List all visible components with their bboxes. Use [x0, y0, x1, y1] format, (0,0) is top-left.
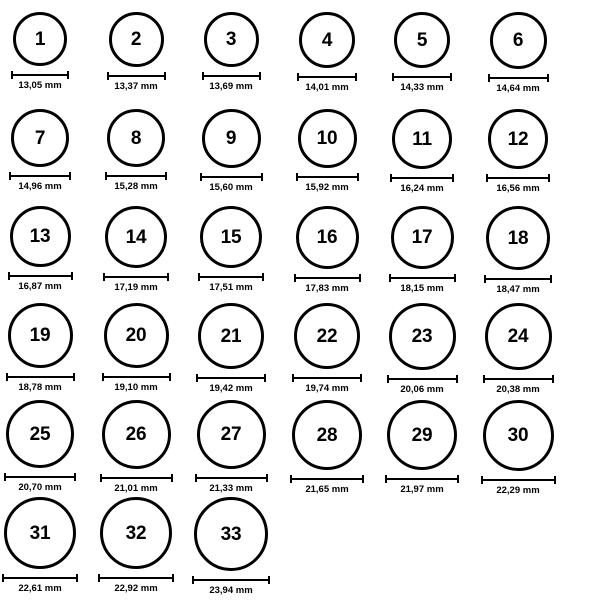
- ring-circle: [104, 303, 169, 368]
- ring-size-label: 29: [411, 424, 433, 446]
- measure-cap-left: [292, 374, 294, 382]
- ring-circle: [200, 206, 262, 268]
- ring-diameter-label: 16,56 mm: [496, 183, 540, 194]
- ring-diameter-label: 16,87 mm: [18, 281, 62, 292]
- ring-size-label: 5: [416, 29, 428, 51]
- measure-cap-left: [103, 273, 105, 281]
- measure-line: [486, 177, 550, 179]
- measure-cap-right: [171, 474, 173, 482]
- ring-size-item: [93, 303, 179, 393]
- diameter-measure-bar: [488, 74, 549, 81]
- measure-cap-left: [100, 474, 102, 482]
- measure-line: [200, 176, 263, 178]
- measure-cap-left: [198, 273, 200, 281]
- ring-circle: [11, 109, 69, 167]
- ring-size-label: 4: [321, 29, 333, 51]
- diameter-measure-bar: [100, 474, 173, 481]
- measure-cap-left: [385, 475, 387, 483]
- diameter-measure-bar: [192, 576, 270, 583]
- measure-cap-left: [107, 72, 109, 80]
- measure-line: [11, 74, 69, 76]
- ring-size-item: [188, 12, 274, 92]
- diameter-measure-bar: [103, 273, 169, 280]
- ring-size-label: 30: [507, 425, 529, 446]
- diameter-measure-bar: [486, 174, 550, 181]
- measure-line: [202, 75, 261, 77]
- measure-cap-left: [387, 375, 389, 383]
- ring-size-item: [93, 206, 179, 293]
- diameter-measure-bar: [198, 273, 264, 280]
- ring-diameter-label: 15,28 mm: [114, 181, 158, 192]
- measure-line: [389, 277, 456, 279]
- measure-cap-left: [296, 173, 298, 181]
- ring-diameter-label: 19,42 mm: [209, 383, 253, 394]
- ring-circle: [6, 400, 74, 468]
- ring-size-label: 11: [412, 128, 432, 150]
- ring-size-label: 22: [316, 325, 338, 347]
- measure-cap-left: [297, 73, 299, 81]
- ring-circle: [394, 12, 450, 68]
- ring-circle: [392, 109, 452, 169]
- measure-line: [2, 577, 78, 579]
- measure-line: [100, 477, 173, 479]
- ring-circle: [298, 109, 357, 168]
- measure-cap-left: [192, 576, 194, 584]
- measure-cap-right: [452, 174, 454, 182]
- diameter-measure-bar: [294, 274, 361, 281]
- measure-cap-left: [102, 373, 104, 381]
- measure-cap-left: [390, 174, 392, 182]
- ring-circle: [105, 206, 167, 268]
- ring-size-label: 8: [130, 127, 142, 149]
- measure-line: [6, 376, 75, 378]
- measure-cap-right: [259, 72, 261, 80]
- ring-circle: [483, 400, 554, 471]
- ring-diameter-label: 14,64 mm: [496, 83, 540, 94]
- measure-line: [484, 278, 552, 280]
- ring-size-label: 7: [34, 127, 46, 149]
- ring-size-label: 17: [411, 227, 433, 248]
- measure-cap-right: [164, 72, 166, 80]
- ring-size-item: [93, 400, 179, 494]
- ring-size-label: 23: [411, 326, 433, 347]
- diameter-measure-bar: [9, 172, 71, 179]
- diameter-measure-bar: [290, 475, 364, 482]
- diameter-measure-bar: [292, 374, 362, 381]
- ring-circle: [102, 400, 171, 469]
- measure-cap-left: [486, 174, 488, 182]
- ring-size-label: 21: [220, 325, 242, 347]
- diameter-measure-bar: [102, 373, 171, 380]
- ring-diameter-label: 18,15 mm: [400, 283, 444, 294]
- ring-diameter-label: 19,74 mm: [305, 383, 349, 394]
- ring-size-label: 33: [220, 523, 242, 545]
- ring-diameter-label: 15,92 mm: [305, 182, 349, 193]
- ring-diameter-label: 16,24 mm: [400, 183, 444, 194]
- measure-cap-right: [172, 574, 174, 582]
- diameter-measure-bar: [98, 574, 174, 581]
- ring-size-item: [93, 12, 179, 92]
- measure-cap-left: [11, 71, 13, 79]
- diameter-measure-bar: [296, 173, 359, 180]
- diameter-measure-bar: [11, 71, 69, 78]
- measure-cap-left: [294, 274, 296, 282]
- ring-size-item: [379, 303, 465, 395]
- ring-size-item: [0, 303, 83, 393]
- measure-line: [102, 376, 171, 378]
- ring-circle: [490, 12, 547, 69]
- ring-diameter-label: 20,70 mm: [18, 482, 62, 493]
- ring-size-label: 20: [125, 325, 147, 346]
- ring-diameter-label: 21,33 mm: [209, 483, 253, 494]
- ring-size-item: [379, 109, 465, 194]
- measure-cap-left: [8, 272, 10, 280]
- measure-line: [392, 76, 452, 78]
- ring-size-label: 15: [220, 226, 242, 248]
- measure-cap-right: [547, 74, 549, 82]
- diameter-measure-bar: [4, 473, 76, 480]
- measure-line: [98, 577, 174, 579]
- ring-size-item: [379, 12, 465, 93]
- ring-size-label: 27: [220, 424, 242, 445]
- ring-diameter-label: 20,06 mm: [400, 384, 444, 395]
- diameter-measure-bar: [481, 476, 556, 483]
- ring-size-label: 18: [507, 227, 529, 249]
- measure-cap-right: [268, 576, 270, 584]
- ring-diameter-label: 22,92 mm: [114, 583, 158, 594]
- ring-size-label: 2: [130, 29, 142, 50]
- measure-cap-left: [389, 274, 391, 282]
- ring-diameter-label: 17,51 mm: [209, 282, 253, 293]
- ring-diameter-label: 15,60 mm: [209, 182, 253, 193]
- ring-size-item: [0, 109, 83, 192]
- measure-line: [196, 377, 266, 379]
- ring-size-item: [188, 206, 274, 293]
- ring-size-label: 24: [507, 326, 529, 347]
- ring-circle: [296, 206, 359, 269]
- measure-cap-right: [362, 475, 364, 483]
- ring-circle: [299, 12, 355, 68]
- diameter-measure-bar: [195, 474, 268, 481]
- measure-cap-right: [71, 272, 73, 280]
- measure-line: [105, 175, 167, 177]
- measure-cap-left: [202, 72, 204, 80]
- measure-line: [8, 275, 73, 277]
- ring-size-item: [379, 206, 465, 294]
- ring-circle: [107, 109, 165, 167]
- ring-size-label: 31: [29, 522, 51, 544]
- ring-size-label: 19: [29, 325, 51, 346]
- ring-diameter-label: 18,47 mm: [496, 284, 540, 295]
- diameter-measure-bar: [392, 73, 452, 80]
- measure-cap-right: [456, 375, 458, 383]
- ring-circle: [197, 400, 266, 469]
- ring-circle: [109, 12, 164, 67]
- measure-cap-left: [9, 172, 11, 180]
- ring-size-label: 12: [507, 128, 529, 150]
- measure-line: [481, 479, 556, 481]
- measure-line: [385, 478, 459, 480]
- ring-size-item: [475, 206, 561, 295]
- diameter-measure-bar: [105, 172, 167, 179]
- ring-size-item: [475, 400, 561, 496]
- ring-size-item: [0, 400, 83, 493]
- ring-diameter-label: 21,01 mm: [114, 483, 158, 494]
- ring-size-item: [284, 206, 370, 294]
- measure-cap-right: [67, 71, 69, 79]
- measure-cap-left: [481, 476, 483, 484]
- ring-size-item: [188, 497, 274, 596]
- ring-size-item: [284, 12, 370, 93]
- measure-line: [107, 75, 166, 77]
- ring-diameter-label: 14,33 mm: [400, 82, 444, 93]
- diameter-measure-bar: [2, 574, 78, 581]
- measure-cap-right: [76, 574, 78, 582]
- ring-circle: [194, 497, 268, 571]
- measure-cap-right: [357, 173, 359, 181]
- measure-cap-right: [169, 373, 171, 381]
- measure-cap-right: [69, 172, 71, 180]
- ring-circle: [204, 12, 259, 67]
- ring-size-label: 14: [125, 226, 147, 248]
- measure-cap-right: [264, 374, 266, 382]
- measure-line: [292, 377, 362, 379]
- measure-line: [9, 175, 71, 177]
- measure-cap-left: [2, 574, 4, 582]
- ring-diameter-label: 13,05 mm: [18, 80, 62, 91]
- ring-circle: [294, 303, 360, 369]
- diameter-measure-bar: [484, 275, 552, 282]
- diameter-measure-bar: [202, 72, 261, 79]
- measure-line: [483, 378, 554, 380]
- ring-size-item: [188, 303, 274, 394]
- measure-line: [294, 277, 361, 279]
- ring-size-label: 28: [316, 424, 338, 446]
- measure-cap-right: [355, 73, 357, 81]
- diameter-measure-bar: [483, 375, 554, 382]
- diameter-measure-bar: [390, 174, 454, 181]
- measure-cap-left: [483, 375, 485, 383]
- ring-size-label: 3: [225, 29, 237, 50]
- ring-size-item: [188, 400, 274, 494]
- measure-cap-right: [262, 273, 264, 281]
- measure-line: [198, 276, 264, 278]
- measure-cap-right: [548, 174, 550, 182]
- ring-diameter-label: 13,37 mm: [114, 81, 158, 92]
- ring-diameter-label: 14,96 mm: [18, 181, 62, 192]
- measure-cap-left: [200, 173, 202, 181]
- diameter-measure-bar: [196, 374, 266, 381]
- measure-cap-right: [454, 274, 456, 282]
- measure-line: [488, 77, 549, 79]
- ring-circle: [13, 12, 67, 66]
- diameter-measure-bar: [107, 72, 166, 79]
- measure-cap-right: [457, 475, 459, 483]
- measure-line: [387, 378, 458, 380]
- ring-size-item: [284, 400, 370, 495]
- ring-size-label: 6: [512, 30, 524, 51]
- diameter-measure-bar: [389, 274, 456, 281]
- ring-circle: [202, 109, 261, 168]
- measure-cap-right: [360, 374, 362, 382]
- ring-size-item: [188, 109, 274, 193]
- ring-circle: [486, 206, 550, 270]
- ring-size-item: [379, 400, 465, 495]
- ring-size-item: [284, 303, 370, 394]
- ring-size-item: [0, 206, 83, 292]
- measure-line: [4, 476, 76, 478]
- ring-size-item: [93, 497, 179, 594]
- diameter-measure-bar: [387, 375, 458, 382]
- ring-circle: [10, 206, 71, 267]
- measure-line: [290, 478, 364, 480]
- measure-cap-left: [484, 275, 486, 283]
- measure-cap-right: [165, 172, 167, 180]
- ring-circle: [387, 400, 457, 470]
- ring-diameter-label: 14,01 mm: [305, 82, 349, 93]
- measure-line: [195, 477, 268, 479]
- ring-size-label: 32: [125, 522, 147, 544]
- ring-circle: [391, 206, 454, 269]
- measure-cap-right: [73, 373, 75, 381]
- measure-cap-left: [196, 374, 198, 382]
- measure-cap-right: [552, 375, 554, 383]
- measure-line: [297, 76, 357, 78]
- ring-size-label: 10: [316, 128, 338, 149]
- measure-cap-left: [4, 473, 6, 481]
- measure-cap-right: [261, 173, 263, 181]
- measure-cap-left: [392, 73, 394, 81]
- ring-diameter-label: 13,69 mm: [209, 81, 253, 92]
- ring-circle: [292, 400, 362, 470]
- measure-line: [103, 276, 169, 278]
- measure-cap-left: [98, 574, 100, 582]
- measure-line: [390, 177, 454, 179]
- ring-size-item: [0, 12, 83, 91]
- ring-diameter-label: 19,10 mm: [114, 382, 158, 393]
- ring-size-label: 9: [225, 128, 237, 149]
- ring-size-item: [475, 12, 561, 94]
- diameter-measure-bar: [385, 475, 459, 482]
- ring-diameter-label: 21,65 mm: [305, 484, 349, 495]
- ring-circle: [8, 303, 73, 368]
- diameter-measure-bar: [8, 272, 73, 279]
- ring-size-item: [475, 109, 561, 194]
- ring-diameter-label: 21,97 mm: [400, 484, 444, 495]
- ring-diameter-label: 22,29 mm: [496, 485, 540, 496]
- measure-cap-right: [550, 275, 552, 283]
- measure-cap-right: [359, 274, 361, 282]
- measure-cap-right: [266, 474, 268, 482]
- ring-size-item: [93, 109, 179, 192]
- measure-cap-left: [105, 172, 107, 180]
- measure-line: [296, 176, 359, 178]
- ring-diameter-label: 22,61 mm: [18, 583, 62, 594]
- ring-size-item: [475, 303, 561, 395]
- measure-cap-left: [290, 475, 292, 483]
- measure-cap-left: [195, 474, 197, 482]
- diameter-measure-bar: [6, 373, 75, 380]
- measure-cap-right: [450, 73, 452, 81]
- diameter-measure-bar: [297, 73, 357, 80]
- measure-cap-right: [167, 273, 169, 281]
- ring-diameter-label: 18,78 mm: [18, 382, 62, 393]
- ring-size-label: 25: [29, 423, 51, 445]
- measure-cap-left: [488, 74, 490, 82]
- ring-circle: [4, 497, 76, 569]
- ring-circle: [485, 303, 552, 370]
- ring-circle: [389, 303, 456, 370]
- ring-size-label: 26: [125, 424, 147, 445]
- ring-size-label: 16: [316, 227, 338, 248]
- ring-diameter-label: 20,38 mm: [496, 384, 540, 395]
- ring-diameter-label: 17,19 mm: [114, 282, 158, 293]
- ring-size-label: 13: [29, 226, 51, 247]
- measure-cap-right: [74, 473, 76, 481]
- ring-diameter-label: 23,94 mm: [209, 585, 253, 596]
- ring-circle: [100, 497, 172, 569]
- measure-cap-right: [554, 476, 556, 484]
- measure-line: [192, 579, 270, 581]
- ring-diameter-label: 17,83 mm: [305, 283, 349, 294]
- ring-circle: [488, 109, 548, 169]
- ring-size-item: [0, 497, 83, 594]
- ring-size-label: 1: [34, 28, 46, 50]
- ring-circle: [198, 303, 264, 369]
- diameter-measure-bar: [200, 173, 263, 180]
- ring-size-item: [284, 109, 370, 193]
- measure-cap-left: [6, 373, 8, 381]
